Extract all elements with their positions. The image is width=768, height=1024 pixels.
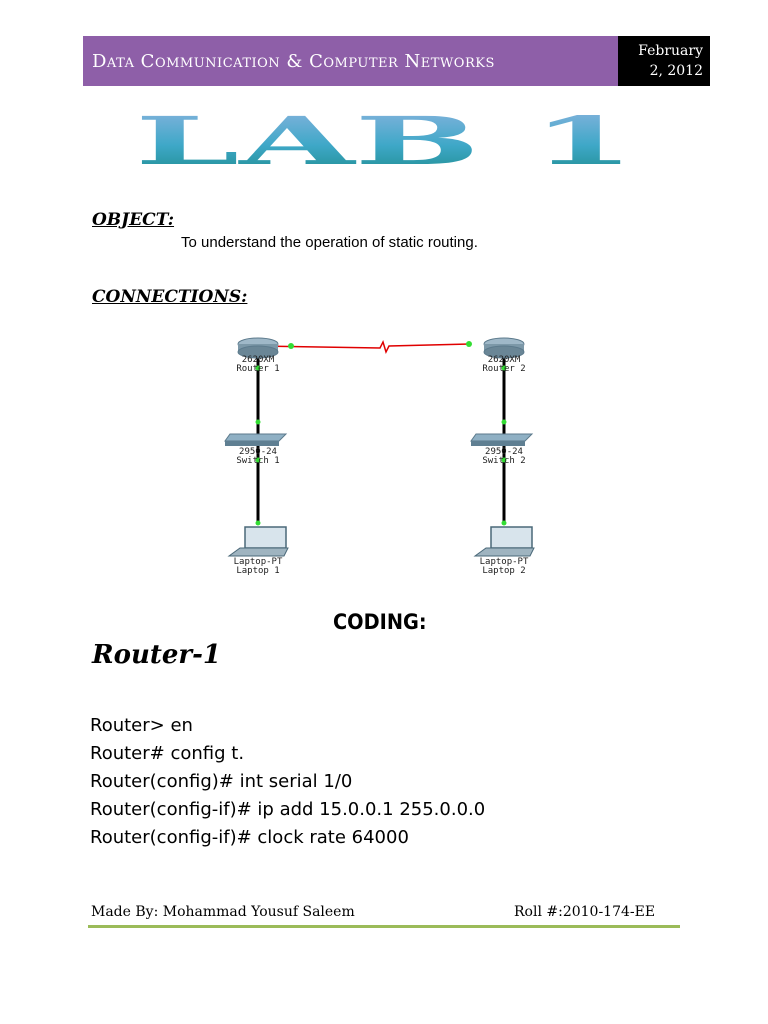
code-block [90, 712, 485, 852]
network-diagram [215, 326, 545, 581]
coding-heading: CODING: [333, 610, 427, 634]
code-line: Router(config)# int serial 1/0 [90, 771, 353, 792]
laptop-2-icon [475, 527, 534, 556]
port-indicators [256, 341, 507, 526]
switch-2-model-label: 2950-24 [485, 447, 523, 457]
switch-2-icon [471, 434, 532, 446]
laptop-2-name-label: Laptop 2 [482, 566, 526, 576]
switch-1-model-label: 2950-24 [239, 447, 277, 457]
footer-author: Made By: Mohammad Yousuf Saleem [91, 904, 355, 920]
footer-divider [88, 925, 680, 928]
lab-title-text: LAB 1 [135, 108, 635, 174]
object-label: OBJECT: [92, 210, 175, 230]
header-date-line2: 2, 2012 [649, 63, 703, 79]
object-text: To understand the operation of static routing. [181, 234, 478, 251]
router-1-model-label: 2620XM [241, 355, 275, 365]
header-date [618, 36, 710, 86]
code-line: Router(config-if)# ip add 15.0.0.1 255.0.0.0 [90, 799, 486, 820]
connections-label: CONNECTIONS: [92, 287, 248, 307]
switch-1-name-label: Switch 1 [236, 456, 280, 466]
code-line: Router> en [90, 715, 193, 736]
switch-2-name-label: Switch 2 [482, 456, 526, 466]
router-2-name-label: Router 2 [482, 364, 526, 374]
router-heading: Router-1 [92, 640, 221, 670]
code-line: Router(config-if)# clock rate 64000 [90, 827, 409, 848]
header-title: Data Communication & Computer Networks [92, 50, 495, 72]
header-bar [83, 36, 618, 86]
switch-1-icon [225, 434, 286, 446]
header-date-line1: February [638, 43, 703, 59]
laptop-1-name-label: Laptop 1 [236, 566, 280, 576]
code-line: Router# config t. [90, 743, 245, 764]
router-2-model-label: 2620XM [487, 355, 521, 365]
laptop-1-icon [229, 527, 288, 556]
router-1-name-label: Router 1 [236, 364, 280, 374]
laptop-2-model-label: Laptop-PT [479, 557, 529, 567]
lab-title [130, 108, 640, 174]
footer-roll-number: Roll #:2010-174-EE [514, 904, 656, 920]
laptop-1-model-label: Laptop-PT [233, 557, 283, 567]
